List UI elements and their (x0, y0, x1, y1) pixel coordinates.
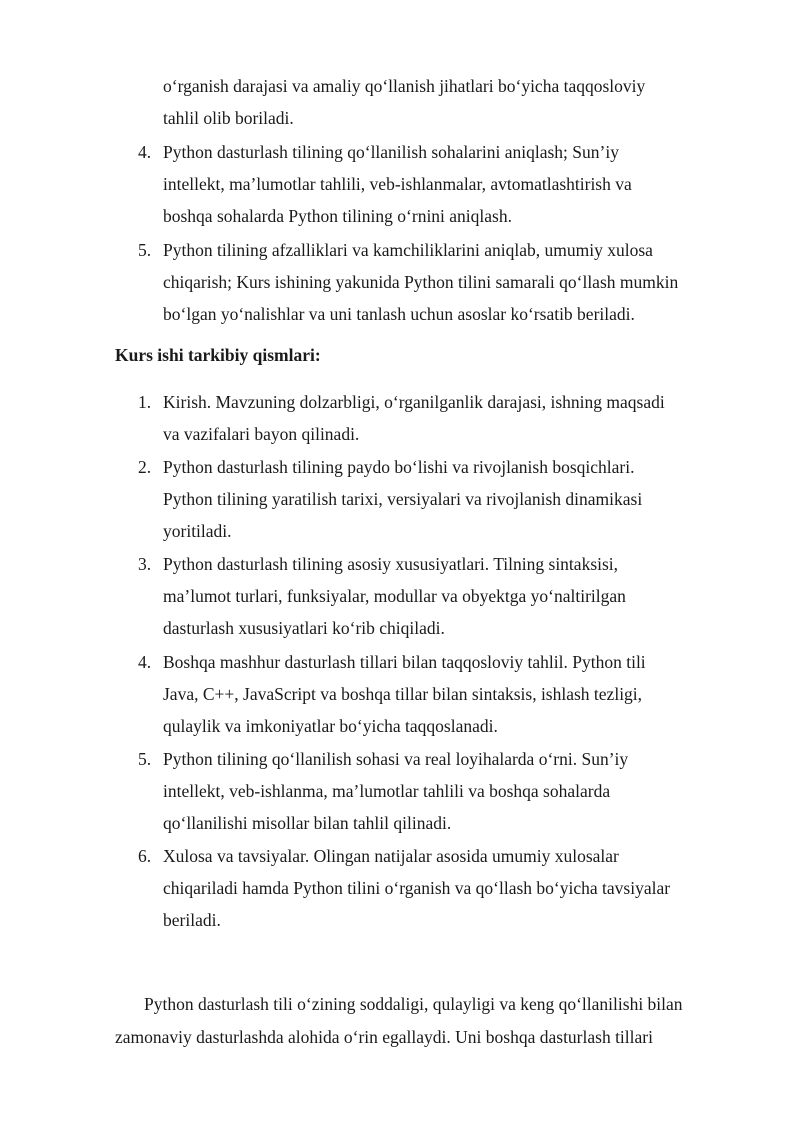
structure-item-1-number: 1. (138, 392, 152, 412)
list-item-5-line-1: Python tilining afzalliklari va kamchiliklarini aniqlab, umumiy xulosa (163, 240, 653, 260)
closing-paragraph-line-1: Python dasturlash tili o‘zining soddaligi, qulayligi va keng qo‘llanilishi bilan (144, 994, 683, 1014)
structure-item-5-number: 5. (138, 749, 152, 769)
structure-item-2-line-2: Python tilining yaratilish tarixi, versiyalari va rivojlanish dinamikasi (163, 489, 643, 509)
structure-item-4-line-1: Boshqa mashhur dasturlash tillari bilan taqqosloviy tahlil. Python tili (163, 652, 646, 672)
section-heading: Kurs ishi tarkibiy qismlari: (115, 345, 321, 365)
structure-item-2-number: 2. (138, 457, 152, 477)
structure-item-1-line-1: Kirish. Mavzuning dolzarbligi, o‘rganilganlik darajasi, ishning maqsadi (163, 392, 665, 412)
structure-item-6-line-2: chiqariladi hamda Python tilini o‘rganish va qo‘llash bo‘yicha tavsiyalar (163, 878, 671, 898)
list-item-5-line-3: bo‘lgan yo‘nalishlar va uni tanlash uchun asoslar ko‘rsatib beriladi. (163, 304, 635, 324)
list-item-4-number: 4. (138, 142, 152, 162)
list-item-4-line-2: intellekt, ma’lumotlar tahlili, veb-ishlanmalar, avtomatlashtirish va (163, 174, 632, 194)
structure-item-3-line-2: ma’lumot turlari, funksiyalar, modullar va obyektga yo‘naltirilgan (163, 586, 626, 606)
structure-item-1-line-2: va vazifalari bayon qilinadi. (163, 424, 360, 444)
structure-item-6-line-1: Xulosa va tavsiyalar. Olingan natijalar asosida umumiy xulosalar (163, 846, 619, 866)
list-item-3-tail-line-2: tahlil olib boriladi. (163, 108, 294, 128)
list-item-4-line-3: boshqa sohalarda Python tilining o‘rnini aniqlash. (163, 206, 512, 226)
structure-item-5-line-3: qo‘llanilishi misollar bilan tahlil qilinadi. (163, 813, 452, 833)
structure-item-5-line-2: intellekt, veb-ishlanma, ma’lumotlar tahlili va boshqa sohalarda (163, 781, 611, 801)
structure-item-4-line-2: Java, C++, JavaScript va boshqa tillar bilan sintaksis, ishlash tezligi, (163, 684, 643, 704)
list-item-3-tail-line-1: o‘rganish darajasi va amaliy qo‘llanish jihatlari bo‘yicha taqqosloviy (163, 76, 646, 96)
structure-item-3-number: 3. (138, 554, 152, 574)
structure-item-6-number: 6. (138, 846, 152, 866)
structure-item-4-line-3: qulaylik va imkoniyatlar bo‘yicha taqqoslanadi. (163, 716, 498, 736)
structure-item-3-line-3: dasturlash xususiyatlari ko‘rib chiqiladi. (163, 618, 445, 638)
structure-item-6-line-3: beriladi. (163, 910, 221, 930)
structure-item-4-number: 4. (138, 652, 152, 672)
structure-item-5-line-1: Python tilining qo‘llanilish sohasi va real loyihalarda o‘rni. Sun’iy (163, 749, 629, 769)
closing-paragraph-line-2: zamonaviy dasturlashda alohida o‘rin egallaydi. Uni boshqa dasturlash tillari (115, 1027, 653, 1047)
list-item-5-line-2: chiqarish; Kurs ishining yakunida Python tilini samarali qo‘llash mumkin (163, 272, 679, 292)
structure-item-2-line-3: yoritiladi. (163, 521, 232, 541)
list-item-5-number: 5. (138, 240, 152, 260)
structure-item-3-line-1: Python dasturlash tilining asosiy xususiyatlari. Tilning sintaksisi, (163, 554, 619, 574)
list-item-4-line-1: Python dasturlash tilining qo‘llanilish sohalarini aniqlash; Sun’iy (163, 142, 619, 162)
structure-item-2-line-1: Python dasturlash tilining paydo bo‘lishi va rivojlanish bosqichlari. (163, 457, 635, 477)
